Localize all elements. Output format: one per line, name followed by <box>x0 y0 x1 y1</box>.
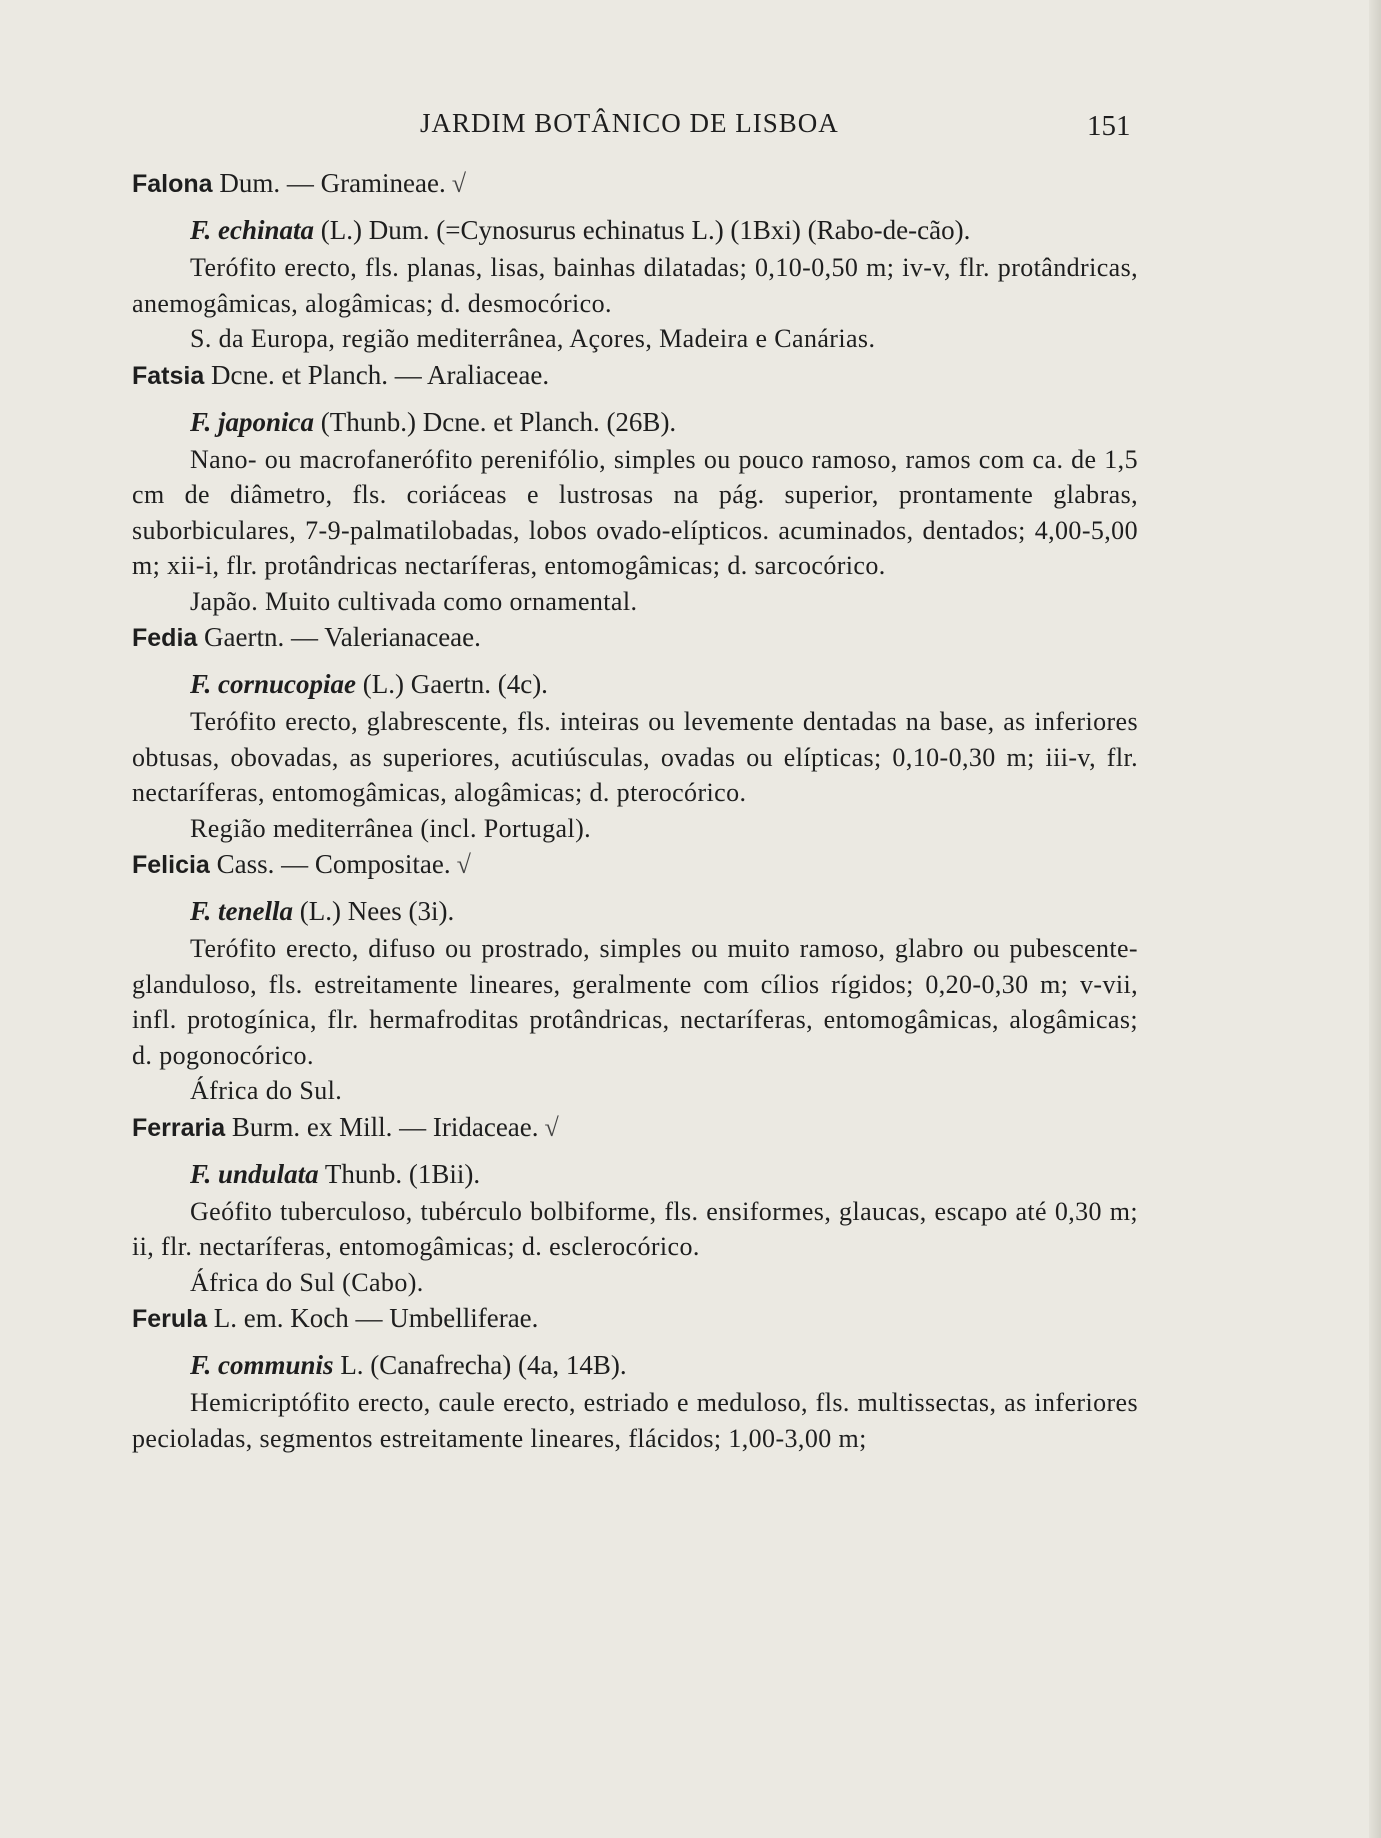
species-heading <box>132 404 1138 440</box>
page-body <box>132 165 1138 1456</box>
species-heading <box>132 212 1138 248</box>
checkmark-annotation: √ <box>456 850 471 879</box>
genus-author-family: L. em. Koch — Umbelliferae. <box>213 1303 539 1333</box>
species-description: Terófito erecto, fls. planas, lisas, bainhas dilatadas; 0,10-0,50 m; iv-v, flr. protândricas, anemogâmicas, alogâmicas; d. desmocórico. <box>132 253 1138 318</box>
species-distribution: Japão. Muito cultivada como ornamental. <box>190 586 638 616</box>
species-author: (L.) Nees (3i). <box>299 896 455 926</box>
entry-fedia <box>132 619 1138 846</box>
species-name: F. cornucopiae <box>190 669 357 699</box>
species-author: L. (Canafrecha) (4a, 14B). <box>340 1350 627 1380</box>
species-author: (L.) Dum. (=Cynosurus echinatus L.) (1Bxi) (Rabo-de-cão). <box>320 215 971 245</box>
entry-falona <box>132 165 1138 357</box>
species-distribution: S. da Europa, região mediterrânea, Açores, Madeira e Canárias. <box>190 324 876 353</box>
species-description: Nano- ou macrofanerófito perenifólio, simples ou pouco ramoso, ramos com ca. de 1,5 cm de diâmetro, fls. coriáceas e lustrosas na pág. superior, prontamente glabras, suborbiculares, 7-9-palmatilobadas, lobos ovado-elípticos. acuminados, dentados; 4,00-5,00 m; xii-i, flr. protândricas nectaríferas, entomogâmicas; d. sarcocórico. <box>132 444 1138 580</box>
species-heading <box>132 1347 1138 1383</box>
species-distribution: África do Sul. <box>190 1076 343 1105</box>
species-heading <box>132 666 1138 702</box>
species-name: F. tenella <box>190 896 294 926</box>
running-header <box>0 108 1381 148</box>
species-description: Terófito erecto, difuso ou prostrado, simples ou muito ramoso, glabro ou pubescente-glanduloso, fls. estreitamente lineares, geralmente com cílios rígidos; 0,20-0,30 m; v-vii, infl. protogínica, flr. hermafroditas protândricas, nectaríferas, entomogâmicas, alogâmicas; d. pogonocórico. <box>132 934 1138 1070</box>
species-heading <box>132 1156 1138 1192</box>
species-name: F. communis <box>190 1350 334 1380</box>
genus-heading <box>132 357 1138 394</box>
genus-name: Fedia <box>132 624 198 652</box>
species-description: Terófito erecto, glabrescente, fls. inteiras ou levemente dentadas na base, as inferiores obtusas, obovadas, as superiores, acutiúsculas, ovadas ou elípticas; 0,10-0,30 m; iii-v, flr. nectaríferas, entomogâmicas, alogâmicas; d. pterocórico. <box>132 707 1138 807</box>
genus-author-family: Gaertn. — Valerianaceae. <box>204 622 481 652</box>
genus-author-family: Dum. — Gramineae. <box>219 168 446 198</box>
species-author: (Thunb.) Dcne. et Planch. (26B). <box>320 406 677 437</box>
checkmark-annotation: √ <box>451 169 467 198</box>
genus-name: Fatsia <box>132 361 205 390</box>
genus-author-family: Burm. ex Mill. — Iridaceae. <box>231 1111 539 1142</box>
species-name: F. echinata <box>190 215 315 245</box>
entry-ferraria <box>132 1109 1138 1301</box>
entry-ferula <box>132 1300 1138 1456</box>
genus-name: Felicia <box>132 851 210 879</box>
genus-author-family: Dcne. et Planch. — Araliaceae. <box>211 359 550 390</box>
header-title: JARDIM BOTÂNICO DE LISBOA <box>420 108 839 138</box>
species-heading <box>132 893 1138 929</box>
entry-fatsia <box>132 357 1138 620</box>
genus-name: Falona <box>132 170 213 198</box>
genus-name: Ferula <box>132 1305 208 1333</box>
genus-heading <box>132 846 1138 883</box>
genus-heading <box>132 1300 1138 1337</box>
species-description: Hemicriptófito erecto, caule erecto, estriado e meduloso, fls. multissectas, as inferiores pecioladas, segmentos estreitamente lineares, flácidos; 1,00-3,00 m; <box>132 1388 1138 1453</box>
genus-name: Ferraria <box>132 1113 226 1142</box>
species-author: (L.) Gaertn. (4c). <box>362 669 548 699</box>
genus-author-family: Cass. — Compositae. <box>216 849 451 879</box>
species-name: F. undulata <box>190 1158 319 1189</box>
checkmark-annotation: √ <box>544 1112 559 1142</box>
species-name: F. japonica <box>190 406 315 437</box>
page-number: 151 <box>1087 110 1131 142</box>
species-distribution: África do Sul (Cabo). <box>190 1267 424 1297</box>
genus-heading <box>132 619 1138 656</box>
entry-felicia <box>132 846 1138 1109</box>
page-edge <box>1369 0 1381 1838</box>
genus-heading <box>132 1109 1138 1146</box>
species-description: Geófito tuberculoso, tubérculo bolbiforme, fls. ensiformes, glaucas, escapo até 0,30 m; ii, flr. nectaríferas, entomogâmicas; d. esclerocórico. <box>132 1196 1138 1261</box>
species-author: Thunb. (1Bii). <box>324 1158 481 1189</box>
genus-heading <box>132 165 1138 202</box>
species-distribution: Região mediterrânea (incl. Portugal). <box>190 813 592 843</box>
